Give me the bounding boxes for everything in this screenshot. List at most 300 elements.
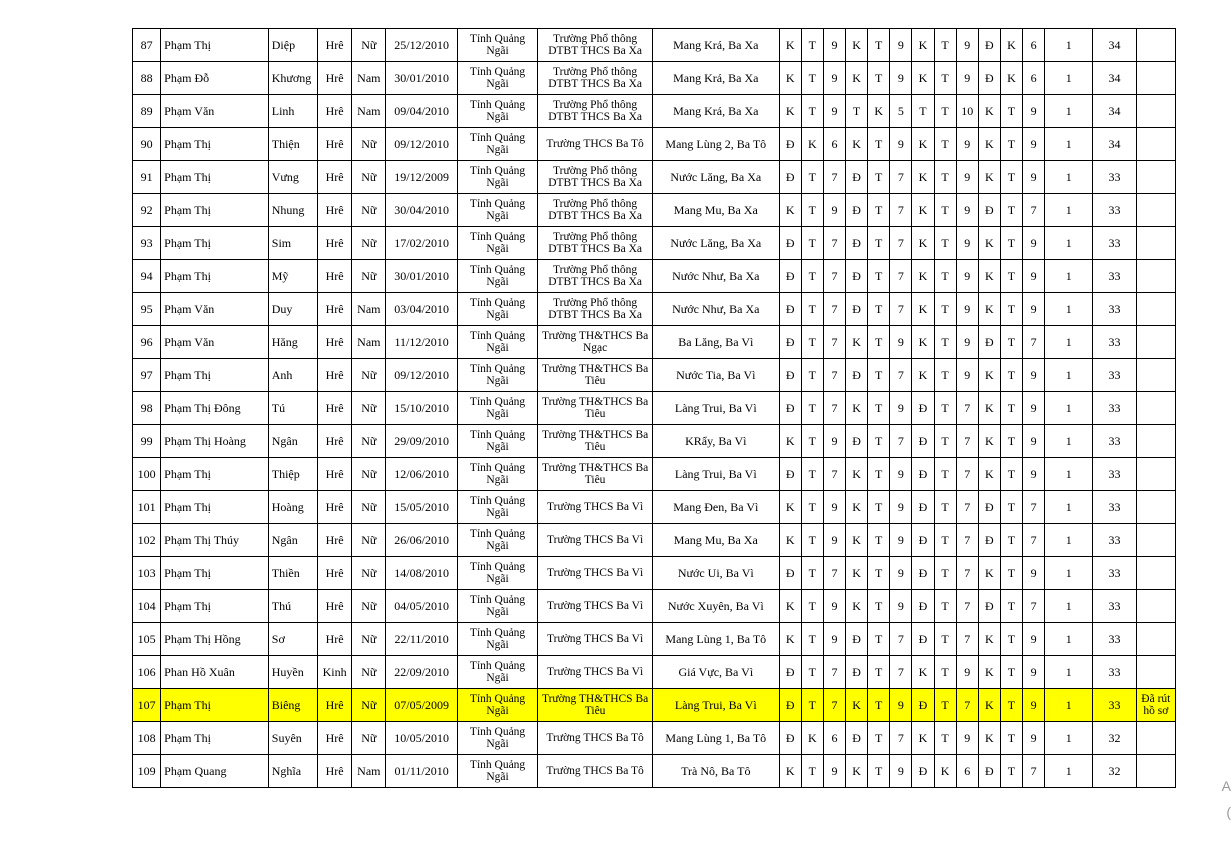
surname-cell: Phạm Văn — [161, 95, 269, 128]
grade-cell: Đ — [978, 29, 1000, 62]
school-cell: Trường TH&THCS Ba Tiêu — [538, 392, 653, 425]
grade-cell: 7 — [1023, 194, 1045, 227]
table-row — [133, 557, 1176, 590]
grade-cell: 9 — [823, 623, 845, 656]
grade-cell: K — [978, 95, 1000, 128]
table-row — [133, 227, 1176, 260]
birth-date-cell: 14/08/2010 — [386, 557, 457, 590]
grade-cell: 7 — [823, 293, 845, 326]
grade-cell: 9 — [1023, 458, 1045, 491]
grade-cell: K — [846, 524, 868, 557]
grade-cell: T — [868, 392, 890, 425]
row-number-cell: 94 — [133, 260, 161, 293]
address-cell: Mang Krá, Ba Xa — [652, 62, 779, 95]
grade-cell: Đ — [912, 491, 934, 524]
given-name-cell: Huyền — [268, 656, 317, 689]
grade-cell: K — [801, 722, 823, 755]
province-cell: Tỉnh Quảng Ngãi — [457, 227, 537, 260]
note-cell — [1136, 557, 1175, 590]
given-name-cell: Thiệp — [268, 458, 317, 491]
grade-cell: T — [934, 359, 956, 392]
grade-cell: T — [868, 590, 890, 623]
ethnicity-cell: Kinh — [318, 656, 352, 689]
total-score-cell: 33 — [1093, 326, 1136, 359]
edge-glyph-top: A — [1221, 778, 1231, 794]
province-cell: Tỉnh Quảng Ngãi — [457, 524, 537, 557]
birth-date-cell: 15/05/2010 — [386, 491, 457, 524]
address-cell: Trà Nô, Ba Tô — [652, 755, 779, 788]
table-row — [133, 161, 1176, 194]
grade-cell: T — [801, 95, 823, 128]
surname-cell: Phạm Thị Đông — [161, 392, 269, 425]
surname-cell: Phạm Thị — [161, 458, 269, 491]
gender-cell: Nữ — [352, 392, 386, 425]
grade-cell: T — [868, 29, 890, 62]
grade-cell: 9 — [890, 392, 912, 425]
table-row — [133, 590, 1176, 623]
total-score-cell: 33 — [1093, 623, 1136, 656]
ethnicity-cell: Hrê — [318, 722, 352, 755]
grade-cell: K — [846, 755, 868, 788]
address-cell: Nước Lăng, Ba Xa — [652, 161, 779, 194]
province-cell: Tỉnh Quảng Ngãi — [457, 128, 537, 161]
note-cell — [1136, 161, 1175, 194]
ethnicity-cell: Hrê — [318, 62, 352, 95]
grade-cell: T — [801, 689, 823, 722]
total-score-cell: 33 — [1093, 491, 1136, 524]
surname-cell: Phạm Thị — [161, 590, 269, 623]
row-number-cell: 89 — [133, 95, 161, 128]
grade-cell: T — [1000, 293, 1022, 326]
grade-cell: Đ — [978, 326, 1000, 359]
grade-cell: Đ — [846, 260, 868, 293]
grade-cell: T — [1000, 623, 1022, 656]
province-cell: Tỉnh Quảng Ngãi — [457, 62, 537, 95]
grade-cell: 7 — [890, 359, 912, 392]
school-cell: Trường THCS Ba Vì — [538, 656, 653, 689]
grade-cell: 9 — [890, 326, 912, 359]
total-score-cell: 33 — [1093, 590, 1136, 623]
grade-cell: 9 — [823, 95, 845, 128]
grade-cell: Đ — [912, 458, 934, 491]
grade-cell: K — [779, 29, 801, 62]
grade-cell: Đ — [846, 623, 868, 656]
grade-cell: K — [912, 359, 934, 392]
province-cell: Tỉnh Quảng Ngãi — [457, 260, 537, 293]
province-cell: Tỉnh Quảng Ngãi — [457, 194, 537, 227]
grade-cell: Đ — [846, 359, 868, 392]
province-cell: Tỉnh Quảng Ngãi — [457, 359, 537, 392]
gender-cell: Nữ — [352, 590, 386, 623]
address-cell: Nước Lăng, Ba Xa — [652, 227, 779, 260]
grade-cell: K — [978, 128, 1000, 161]
grade-cell: Đ — [912, 425, 934, 458]
grade-cell: 7 — [1023, 491, 1045, 524]
note-cell — [1136, 755, 1175, 788]
table-row — [133, 722, 1176, 755]
grade-cell: Đ — [779, 260, 801, 293]
priority-cell: 1 — [1045, 590, 1093, 623]
grade-cell: 7 — [1023, 590, 1045, 623]
grade-cell: T — [801, 557, 823, 590]
grade-cell: T — [801, 260, 823, 293]
school-cell: Trường Phổ thông DTBT THCS Ba Xa — [538, 161, 653, 194]
note-cell — [1136, 293, 1175, 326]
grade-cell: T — [868, 689, 890, 722]
grade-cell: 9 — [956, 326, 978, 359]
province-cell: Tỉnh Quảng Ngãi — [457, 656, 537, 689]
gender-cell: Nữ — [352, 557, 386, 590]
province-cell: Tỉnh Quảng Ngãi — [457, 293, 537, 326]
surname-cell: Phạm Thị — [161, 689, 269, 722]
grade-cell: T — [934, 29, 956, 62]
gender-cell: Nữ — [352, 656, 386, 689]
grade-cell: Đ — [779, 293, 801, 326]
address-cell: Mang Mu, Ba Xa — [652, 194, 779, 227]
surname-cell: Phạm Văn — [161, 326, 269, 359]
gender-cell: Nữ — [352, 227, 386, 260]
grade-cell: T — [934, 128, 956, 161]
grade-cell: 7 — [823, 458, 845, 491]
grade-cell: 7 — [1023, 524, 1045, 557]
row-number-cell: 90 — [133, 128, 161, 161]
priority-cell: 1 — [1045, 128, 1093, 161]
priority-cell: 1 — [1045, 458, 1093, 491]
grade-cell: 10 — [956, 95, 978, 128]
note-cell — [1136, 227, 1175, 260]
grade-cell: K — [912, 29, 934, 62]
given-name-cell: Ngân — [268, 425, 317, 458]
grade-cell: K — [978, 293, 1000, 326]
grade-cell: Đ — [978, 590, 1000, 623]
table-row — [133, 392, 1176, 425]
grade-cell: 9 — [1023, 128, 1045, 161]
grade-cell: Đ — [846, 194, 868, 227]
row-number-cell: 92 — [133, 194, 161, 227]
given-name-cell: Hoàng — [268, 491, 317, 524]
school-cell: Trường Phổ thông DTBT THCS Ba Xa — [538, 194, 653, 227]
row-number-cell: 103 — [133, 557, 161, 590]
given-name-cell: Thiền — [268, 557, 317, 590]
grade-cell: 9 — [1023, 557, 1045, 590]
grade-cell: K — [978, 656, 1000, 689]
grade-cell: 6 — [823, 128, 845, 161]
grade-cell: Đ — [912, 557, 934, 590]
grade-cell: T — [868, 128, 890, 161]
province-cell: Tỉnh Quảng Ngãi — [457, 755, 537, 788]
birth-date-cell: 09/04/2010 — [386, 95, 457, 128]
total-score-cell: 32 — [1093, 755, 1136, 788]
given-name-cell: Tú — [268, 392, 317, 425]
grade-cell: 7 — [823, 392, 845, 425]
grade-cell: 9 — [890, 590, 912, 623]
grade-cell: T — [1000, 689, 1022, 722]
province-cell: Tỉnh Quảng Ngãi — [457, 161, 537, 194]
grade-cell: T — [934, 293, 956, 326]
grade-cell: Đ — [978, 194, 1000, 227]
ethnicity-cell: Hrê — [318, 161, 352, 194]
birth-date-cell: 29/09/2010 — [386, 425, 457, 458]
note-cell — [1136, 722, 1175, 755]
grade-cell: Đ — [779, 458, 801, 491]
priority-cell: 1 — [1045, 326, 1093, 359]
grade-cell: K — [846, 62, 868, 95]
grade-cell: 9 — [956, 359, 978, 392]
grade-cell: 7 — [823, 161, 845, 194]
total-score-cell: 33 — [1093, 359, 1136, 392]
gender-cell: Nữ — [352, 29, 386, 62]
birth-date-cell: 15/10/2010 — [386, 392, 457, 425]
grade-cell: T — [801, 29, 823, 62]
grade-cell: 9 — [956, 161, 978, 194]
note-cell — [1136, 590, 1175, 623]
grade-cell: T — [1000, 260, 1022, 293]
grade-cell: T — [934, 491, 956, 524]
grade-cell: K — [978, 161, 1000, 194]
priority-cell: 1 — [1045, 722, 1093, 755]
grade-cell: K — [779, 623, 801, 656]
grade-cell: 7 — [890, 227, 912, 260]
birth-date-cell: 30/04/2010 — [386, 194, 457, 227]
province-cell: Tỉnh Quảng Ngãi — [457, 29, 537, 62]
grade-cell: 9 — [890, 524, 912, 557]
note-cell: Đã rút hồ sơ — [1136, 689, 1175, 722]
grade-cell: 9 — [823, 590, 845, 623]
grade-cell: K — [912, 227, 934, 260]
grade-cell: 9 — [823, 62, 845, 95]
grade-cell: T — [1000, 524, 1022, 557]
row-number-cell: 88 — [133, 62, 161, 95]
grade-cell: 9 — [1023, 722, 1045, 755]
school-cell: Trường Phổ thông DTBT THCS Ba Xa — [538, 29, 653, 62]
grade-cell: 7 — [823, 227, 845, 260]
birth-date-cell: 19/12/2009 — [386, 161, 457, 194]
grade-cell: T — [868, 656, 890, 689]
gender-cell: Nữ — [352, 623, 386, 656]
grade-cell: K — [912, 326, 934, 359]
grade-cell: T — [1000, 128, 1022, 161]
grade-cell: T — [868, 359, 890, 392]
grade-cell: T — [934, 326, 956, 359]
total-score-cell: 33 — [1093, 557, 1136, 590]
grade-cell: Đ — [978, 491, 1000, 524]
grade-cell: T — [1000, 590, 1022, 623]
note-cell — [1136, 326, 1175, 359]
given-name-cell: Thiện — [268, 128, 317, 161]
school-cell: Trường Phổ thông DTBT THCS Ba Xa — [538, 62, 653, 95]
grade-cell: 7 — [956, 491, 978, 524]
grade-cell: T — [868, 161, 890, 194]
grade-cell: 9 — [956, 62, 978, 95]
grade-cell: T — [1000, 722, 1022, 755]
grade-cell: Đ — [912, 392, 934, 425]
note-cell — [1136, 491, 1175, 524]
priority-cell: 1 — [1045, 623, 1093, 656]
school-cell: Trường TH&THCS Ba Tiêu — [538, 425, 653, 458]
grade-cell: 9 — [956, 656, 978, 689]
grade-cell: 7 — [823, 260, 845, 293]
grade-cell: 7 — [823, 359, 845, 392]
note-cell — [1136, 524, 1175, 557]
grade-cell: K — [779, 425, 801, 458]
grade-cell: Đ — [846, 161, 868, 194]
grade-cell: 9 — [956, 260, 978, 293]
grade-cell: T — [801, 425, 823, 458]
grade-cell: 9 — [956, 293, 978, 326]
row-number-cell: 99 — [133, 425, 161, 458]
total-score-cell: 33 — [1093, 293, 1136, 326]
grade-cell: 9 — [956, 227, 978, 260]
surname-cell: Phạm Thị — [161, 359, 269, 392]
priority-cell: 1 — [1045, 260, 1093, 293]
grade-cell: K — [912, 62, 934, 95]
priority-cell: 1 — [1045, 755, 1093, 788]
priority-cell: 1 — [1045, 29, 1093, 62]
grade-cell: 9 — [1023, 392, 1045, 425]
table-row — [133, 260, 1176, 293]
grade-cell: T — [868, 755, 890, 788]
grade-cell: T — [868, 623, 890, 656]
total-score-cell: 33 — [1093, 689, 1136, 722]
grade-cell: T — [1000, 458, 1022, 491]
grade-cell: K — [978, 458, 1000, 491]
note-cell — [1136, 623, 1175, 656]
total-score-cell: 33 — [1093, 260, 1136, 293]
total-score-cell: 34 — [1093, 128, 1136, 161]
grade-cell: T — [1000, 95, 1022, 128]
gender-cell: Nữ — [352, 491, 386, 524]
grade-cell: T — [801, 161, 823, 194]
row-number-cell: 109 — [133, 755, 161, 788]
table-row — [133, 623, 1176, 656]
grade-cell: Đ — [779, 227, 801, 260]
priority-cell: 1 — [1045, 62, 1093, 95]
grade-cell: T — [801, 524, 823, 557]
grade-cell: K — [1000, 29, 1022, 62]
grade-cell: T — [801, 491, 823, 524]
row-number-cell: 87 — [133, 29, 161, 62]
grade-cell: K — [846, 29, 868, 62]
address-cell: KRẩy, Ba Vì — [652, 425, 779, 458]
gender-cell: Nữ — [352, 194, 386, 227]
province-cell: Tỉnh Quảng Ngãi — [457, 458, 537, 491]
grade-cell: T — [934, 62, 956, 95]
grade-cell: T — [868, 227, 890, 260]
grade-cell: T — [801, 62, 823, 95]
grade-cell: T — [801, 227, 823, 260]
grade-cell: K — [779, 62, 801, 95]
table-row — [133, 425, 1176, 458]
school-cell: Trường Phổ thông DTBT THCS Ba Xa — [538, 260, 653, 293]
ethnicity-cell: Hrê — [318, 524, 352, 557]
note-cell — [1136, 95, 1175, 128]
birth-date-cell: 12/06/2010 — [386, 458, 457, 491]
address-cell: Mang Krá, Ba Xa — [652, 29, 779, 62]
grade-cell: 6 — [1023, 29, 1045, 62]
grade-cell: K — [846, 458, 868, 491]
grade-cell: 7 — [1023, 326, 1045, 359]
grade-cell: 6 — [1023, 62, 1045, 95]
table-row — [133, 62, 1176, 95]
grade-cell: 9 — [956, 194, 978, 227]
province-cell: Tỉnh Quảng Ngãi — [457, 425, 537, 458]
grade-cell: T — [1000, 359, 1022, 392]
total-score-cell: 33 — [1093, 425, 1136, 458]
grade-cell: 9 — [956, 722, 978, 755]
row-number-cell: 108 — [133, 722, 161, 755]
ethnicity-cell: Hrê — [318, 326, 352, 359]
grade-cell: K — [978, 425, 1000, 458]
gender-cell: Nữ — [352, 425, 386, 458]
grade-cell: K — [978, 722, 1000, 755]
address-cell: Mang Lùng 2, Ba Tô — [652, 128, 779, 161]
surname-cell: Phạm Thị — [161, 491, 269, 524]
ethnicity-cell: Hrê — [318, 425, 352, 458]
grade-cell: T — [846, 95, 868, 128]
given-name-cell: Anh — [268, 359, 317, 392]
grade-cell: Đ — [779, 557, 801, 590]
total-score-cell: 33 — [1093, 161, 1136, 194]
surname-cell: Phạm Thị — [161, 128, 269, 161]
grade-cell: T — [1000, 557, 1022, 590]
ethnicity-cell: Hrê — [318, 458, 352, 491]
grade-cell: 7 — [956, 557, 978, 590]
table-row — [133, 29, 1176, 62]
grade-cell: 7 — [823, 557, 845, 590]
priority-cell: 1 — [1045, 392, 1093, 425]
grade-cell: 7 — [890, 293, 912, 326]
grade-cell: T — [801, 590, 823, 623]
grade-cell: T — [1000, 491, 1022, 524]
ethnicity-cell: Hrê — [318, 755, 352, 788]
birth-date-cell: 01/11/2010 — [386, 755, 457, 788]
grade-cell: Đ — [978, 524, 1000, 557]
grade-cell: 9 — [1023, 227, 1045, 260]
given-name-cell: Suyên — [268, 722, 317, 755]
grade-cell: Đ — [779, 128, 801, 161]
grade-cell: Đ — [912, 689, 934, 722]
grade-cell: K — [868, 95, 890, 128]
school-cell: Trường THCS Ba Tô — [538, 722, 653, 755]
ethnicity-cell: Hrê — [318, 359, 352, 392]
grade-cell: 9 — [823, 524, 845, 557]
grade-cell: Đ — [846, 722, 868, 755]
note-cell — [1136, 656, 1175, 689]
ethnicity-cell: Hrê — [318, 689, 352, 722]
school-cell: Trường TH&THCS Ba Tiêu — [538, 689, 653, 722]
address-cell: Mang Lùng 1, Ba Tô — [652, 623, 779, 656]
grade-cell: Đ — [779, 359, 801, 392]
priority-cell: 1 — [1045, 359, 1093, 392]
surname-cell: Phạm Thị — [161, 722, 269, 755]
grade-cell: 7 — [956, 392, 978, 425]
note-cell — [1136, 194, 1175, 227]
table-row — [133, 293, 1176, 326]
grade-cell: K — [779, 524, 801, 557]
surname-cell: Phạm Thị Thúy — [161, 524, 269, 557]
grade-cell: 7 — [823, 326, 845, 359]
grade-cell: T — [1000, 392, 1022, 425]
grade-cell: 9 — [890, 29, 912, 62]
province-cell: Tỉnh Quảng Ngãi — [457, 623, 537, 656]
grade-cell: 9 — [890, 689, 912, 722]
grade-cell: 9 — [1023, 689, 1045, 722]
grade-cell: T — [868, 194, 890, 227]
note-cell — [1136, 128, 1175, 161]
grade-cell: K — [978, 689, 1000, 722]
total-score-cell: 34 — [1093, 95, 1136, 128]
table-row — [133, 128, 1176, 161]
